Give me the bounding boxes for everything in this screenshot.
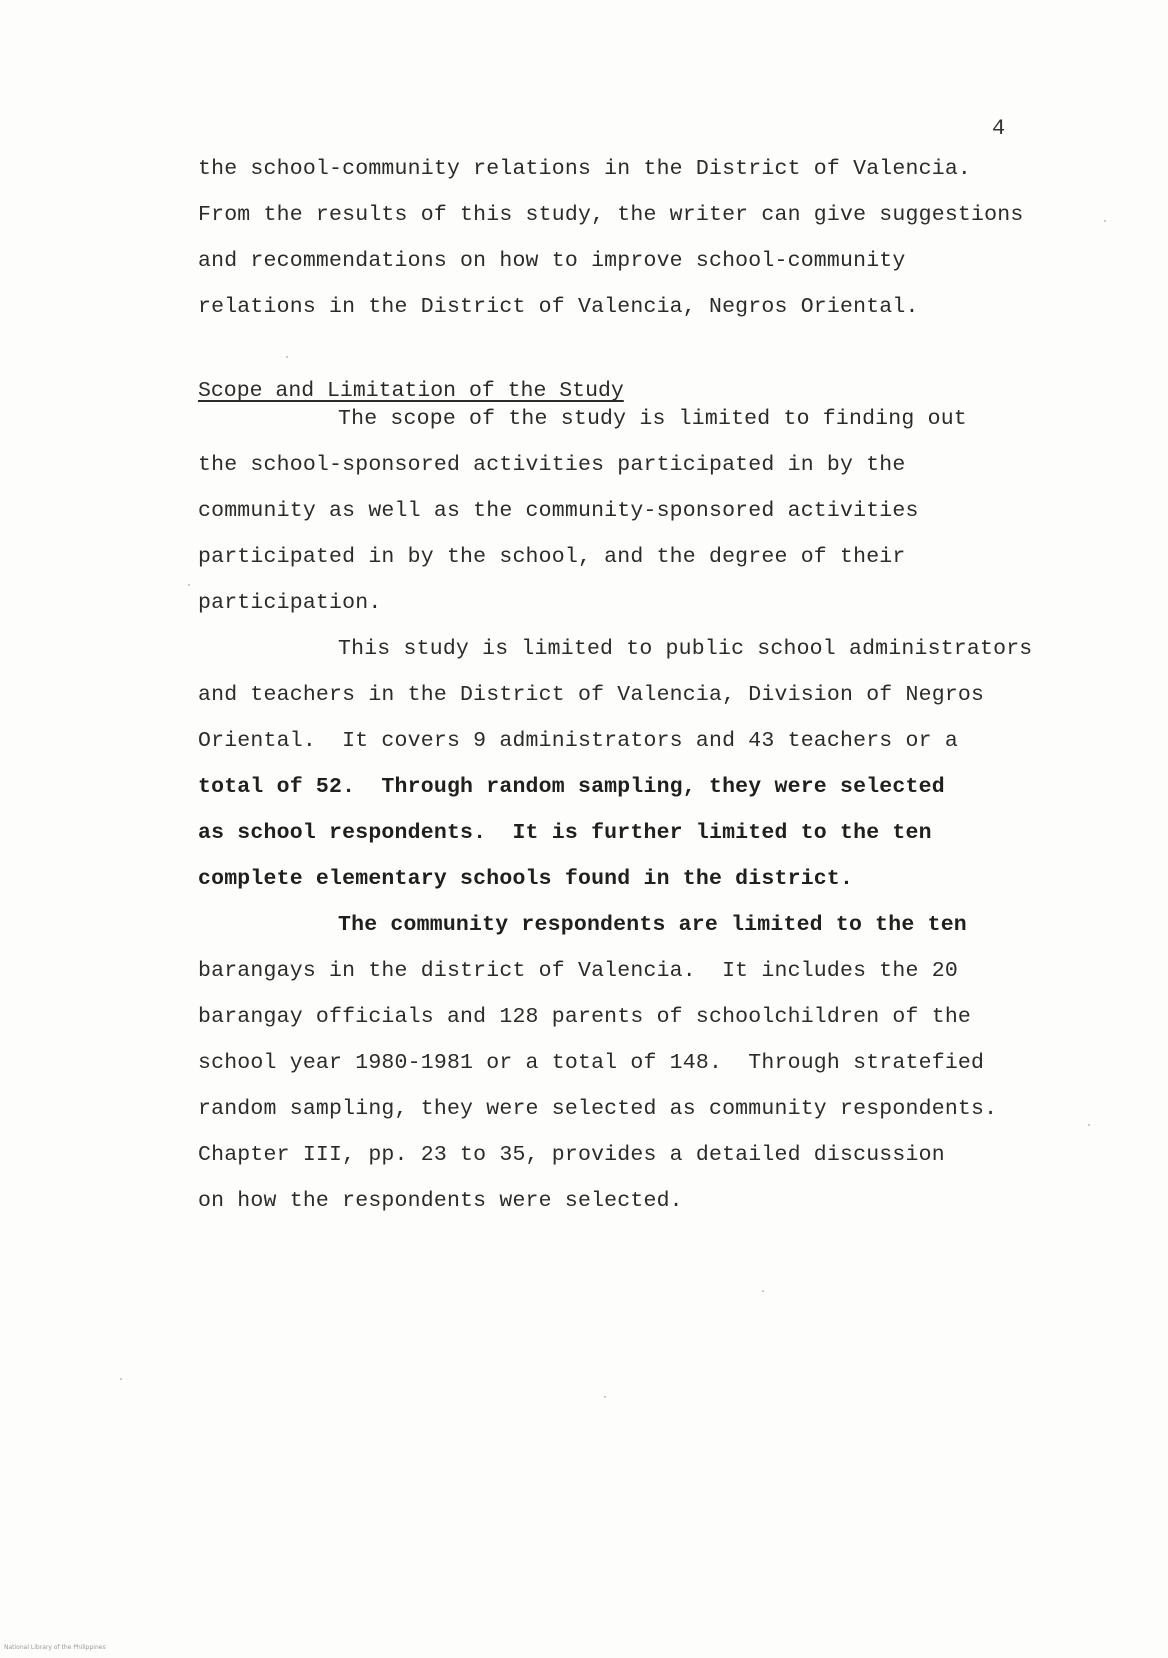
paragraph-line: barangay officials and 128 parents of schoolchildren of the — [198, 1005, 972, 1029]
intro-line: the school-community relations in the District of Valencia. — [198, 157, 972, 181]
footer-scan-credit: National Library of the Philippines — [4, 1644, 106, 1651]
scan-speck — [762, 1290, 764, 1292]
scan-speck — [120, 1378, 122, 1380]
paragraph-line: the school-sponsored activities participated in by the — [198, 453, 906, 477]
paragraph-line: total of 52. Through random sampling, they were selected — [198, 775, 945, 799]
intro-line: and recommendations on how to improve school-community — [198, 249, 906, 273]
scan-speck — [1104, 220, 1106, 222]
paragraph-line: Oriental. It covers 9 administrators and 43 teachers or a — [198, 729, 958, 753]
paragraph-line: Chapter III, pp. 23 to 35, provides a detailed discussion — [198, 1143, 945, 1167]
scan-speck — [604, 1396, 606, 1398]
paragraph-line: participation. — [198, 591, 382, 615]
paragraph-line: on how the respondents were selected. — [198, 1189, 683, 1213]
page-number: 4 — [992, 116, 1006, 141]
intro-line: relations in the District of Valencia, Negros Oriental. — [198, 295, 919, 319]
section-heading: Scope and Limitation of the Study — [198, 379, 624, 403]
paragraph-line: The scope of the study is limited to finding out — [338, 407, 967, 431]
paragraph-line: and teachers in the District of Valencia, Division of Negros — [198, 683, 985, 707]
paragraph-line: school year 1980-1981 or a total of 148. Through stratefied — [198, 1051, 985, 1075]
paragraph-line: This study is limited to public school administrators — [338, 637, 1033, 661]
paragraph-line: The community respondents are limited to the ten — [338, 913, 967, 937]
scan-speck — [1088, 1124, 1090, 1126]
paragraph-line: community as well as the community-sponsored activities — [198, 499, 919, 523]
scan-speck — [286, 356, 288, 358]
paragraph-line: as school respondents. It is further limited to the ten — [198, 821, 932, 845]
intro-line: From the results of this study, the writer can give suggestions — [198, 203, 1024, 227]
paragraph-line: complete elementary schools found in the district. — [198, 867, 854, 891]
scan-speck — [188, 584, 190, 586]
paragraph-line: barangays in the district of Valencia. It includes the 20 — [198, 959, 958, 983]
paragraph-line: random sampling, they were selected as community respondents. — [198, 1097, 998, 1121]
paragraph-line: participated in by the school, and the degree of their — [198, 545, 906, 569]
